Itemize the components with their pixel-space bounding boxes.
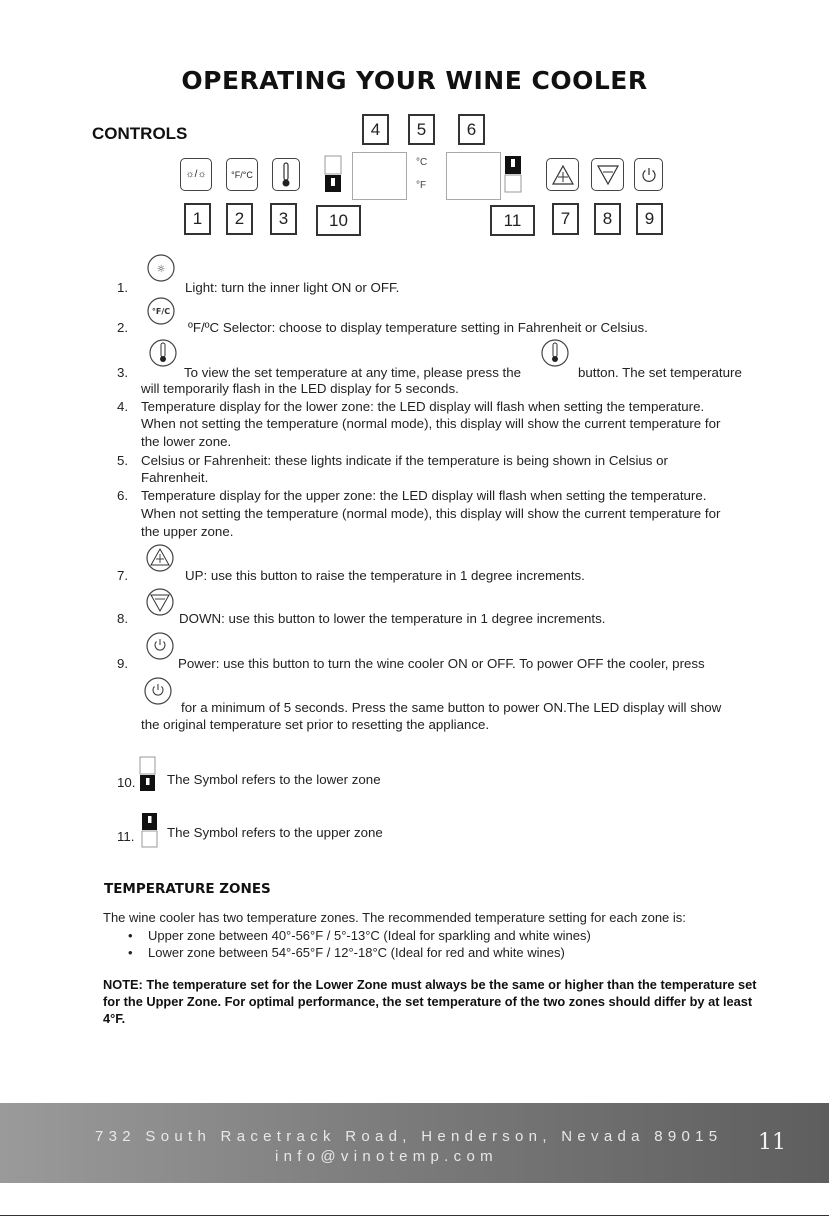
callout-5: 5 (408, 114, 435, 145)
item-number: 3. (117, 365, 129, 380)
upper-zone-symbol (502, 154, 526, 194)
lower-zone-symbol (322, 154, 346, 194)
upper-zone-symbol-icon (140, 812, 160, 848)
lower-zone-display (352, 152, 407, 200)
item-text: UP: use this button to raise the temperature in 1 degree increments. (185, 568, 585, 583)
callout-10: 10 (316, 205, 361, 236)
page-number: 11 (758, 1130, 786, 1155)
bullet-text: Upper zone between 40°-56°F / 5°-13°C (Ideal for sparkling and white wines) (148, 928, 591, 943)
callout-7: 7 (552, 203, 579, 235)
callout-8: 8 (594, 203, 621, 235)
item-text: the upper zone. (141, 524, 234, 539)
celsius-indicator: °C (416, 157, 428, 168)
item-text: will temporarily flash in the LED display for 5 seconds. (141, 381, 459, 396)
item-text: for a minimum of 5 seconds. Press the same button to power ON.The LED display will show (181, 700, 722, 715)
controls-heading: CONTROLS (92, 124, 188, 143)
bottom-rule (0, 1215, 829, 1216)
item-text: To view the set temperature at any time, please press the (184, 365, 522, 380)
light-button[interactable] (180, 158, 212, 191)
lower-zone-symbol-icon (138, 756, 158, 792)
svg-text:☼: ☼ (156, 264, 166, 275)
power-circle-icon (145, 631, 175, 661)
item-number: 10. (117, 775, 136, 790)
callout-6: 6 (458, 114, 485, 145)
thermometer-circle-icon (540, 338, 570, 368)
fc-circle-icon (146, 296, 176, 326)
footer-email: info@vinotemp.com (275, 1148, 498, 1165)
item-text: DOWN: use this button to lower the temperature in 1 degree increments. (179, 611, 606, 626)
thermometer-circle-icon (148, 338, 178, 368)
callout-2: 2 (226, 203, 253, 235)
item-number: 2. (117, 320, 129, 335)
power-circle-icon (143, 676, 173, 706)
down-button[interactable] (591, 158, 624, 191)
temperature-zones-heading: TEMPERATURE ZONES (104, 881, 271, 897)
item-text: button. The set temperature (578, 365, 742, 380)
footer-address: 732 South Racetrack Road, Henderson, Nevada 89015 (95, 1128, 723, 1145)
item-text: Temperature display for the lower zone: the LED display will flash when setting the temperature. (141, 399, 705, 414)
page-title: OPERATING YOUR WINE COOLER (181, 66, 648, 95)
thermometer-button[interactable] (272, 158, 300, 191)
item-text: Power: use this button to turn the wine cooler ON or OFF. To power OFF the cooler, press (178, 656, 705, 671)
item-number: 5. (117, 453, 129, 468)
callout-1: 1 (184, 203, 211, 235)
thermometer-icon (280, 162, 292, 188)
item-text: ºF/ºC Selector: choose to display temperature setting in Fahrenheit or Celsius. (188, 320, 648, 335)
item-number: 9. (117, 656, 129, 671)
item-text: Temperature display for the upper zone: the LED display will flash when setting the temperature. (141, 488, 707, 503)
callout-4: 4 (362, 114, 389, 145)
bullet-text: Lower zone between 54°-65°F / 12°-18°C (Ideal for red and white wines) (148, 945, 565, 960)
item-text: Light: turn the inner light ON or OFF. (185, 280, 400, 295)
callout-9: 9 (636, 203, 663, 235)
up-button[interactable] (546, 158, 579, 191)
item-number: 1. (117, 280, 129, 295)
fc-icon: °F/°C (231, 169, 253, 180)
note-paragraph: NOTE: The temperature set for the Lower Zone must always be the same or higher than the temperature set for the Upper Zone. For optimal performance, the set temperature of the two zones should differ by at least 4°F. (103, 977, 757, 1026)
item-number: 7. (117, 568, 129, 583)
item-text: the lower zone. (141, 434, 232, 449)
item-text: Celsius or Fahrenheit: these lights indicate if the temperature is being shown in Celsius or (141, 453, 668, 468)
fahrenheit-indicator: °F (416, 180, 427, 191)
power-button[interactable] (634, 158, 663, 191)
item-number: 11. (117, 829, 135, 844)
light-icon: ☼/☼ (185, 169, 207, 180)
down-triangle-icon (596, 163, 620, 187)
fc-selector-button[interactable] (226, 158, 258, 191)
zones-intro: The wine cooler has two temperature zones. The recommended temperature setting for each zone is: (103, 910, 686, 925)
item-number: 8. (117, 611, 129, 626)
item-number: 6. (117, 488, 129, 503)
upper-zone-display (446, 152, 501, 200)
item-text: The Symbol refers to the upper zone (167, 825, 383, 840)
callout-3: 3 (270, 203, 297, 235)
svg-text:°F/C: °F/C (151, 307, 171, 316)
up-circle-icon (145, 543, 175, 573)
item-text: When not setting the temperature (normal mode), this display will show the current temperature for (141, 506, 721, 521)
power-icon (639, 165, 659, 185)
item-number: 4. (117, 399, 129, 414)
light-circle-icon (146, 253, 176, 283)
callout-11: 11 (490, 205, 535, 236)
item-text: When not setting the temperature (normal mode), this display will show the current temperature for (141, 416, 721, 431)
item-text: The Symbol refers to the lower zone (167, 772, 381, 787)
up-triangle-icon (551, 163, 575, 187)
down-circle-icon (145, 587, 175, 617)
item-text: Fahrenheit. (141, 470, 209, 485)
item-text: the original temperature set prior to resetting the appliance. (141, 717, 490, 732)
